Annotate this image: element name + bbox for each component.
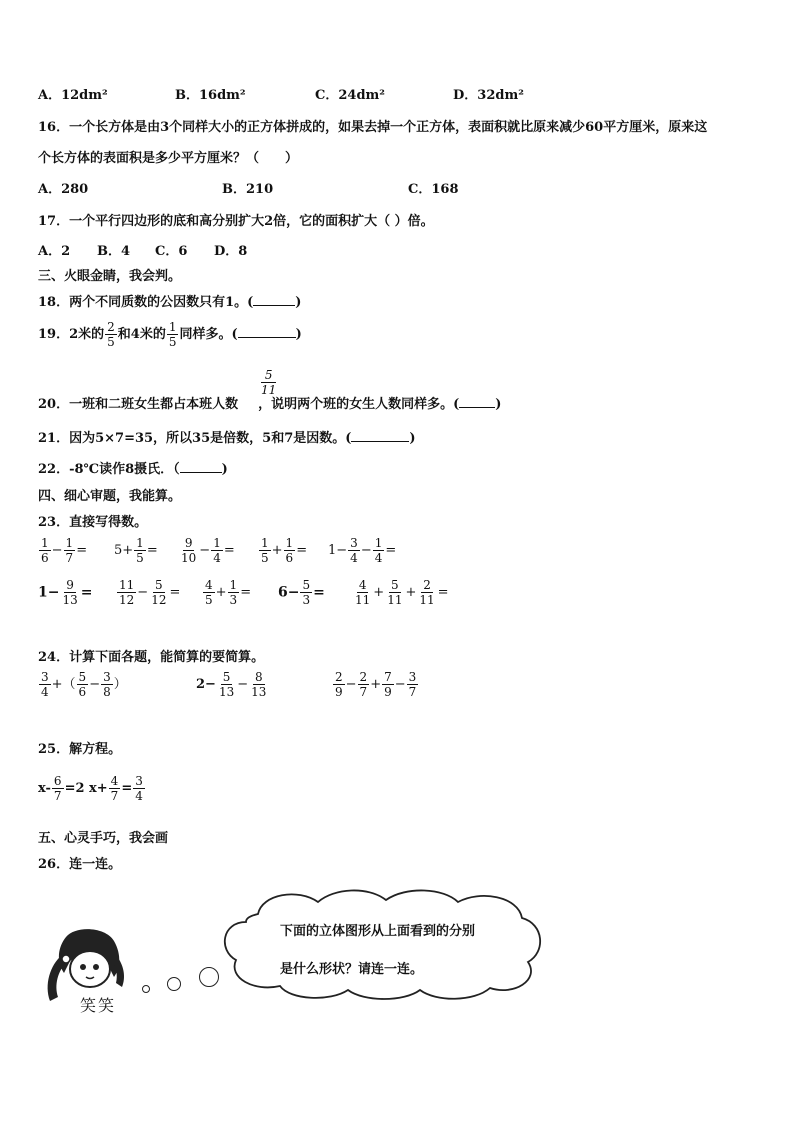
q16-text-line2: 个长方体的表面积是多少平方厘米？（ ） xyxy=(38,151,299,166)
q20-answer-blank[interactable] xyxy=(459,407,495,408)
q23-item-7: $\frac{11}{12}$ − $\frac{5}{12}$ = xyxy=(119,578,181,607)
q23-item-6: 1− $\frac{9}{13}$ = xyxy=(38,578,93,607)
q15-option-a: A．12dm² xyxy=(38,88,108,103)
section5-heading: 五、心灵手巧，我会画 xyxy=(38,831,169,846)
q24-expression-2: 2− $\frac{5}{13}$ − $\frac{8}{13}$ xyxy=(196,670,267,699)
q18-answer-blank[interactable] xyxy=(253,305,295,306)
q19-answer-blank[interactable] xyxy=(238,337,296,338)
thought-bubble-small xyxy=(142,985,150,993)
q19-fraction-1: $\frac{2}{5}$ xyxy=(107,320,115,349)
q20-fraction: 5 11 xyxy=(261,368,277,397)
q17-option-a: A．2 xyxy=(38,244,71,259)
q26-title: 26．连一连。 xyxy=(38,857,122,872)
q23-item-4: $\frac{1}{5}$ + $\frac{1}{6}$ = xyxy=(261,536,308,565)
q20-pre: 20．一班和二班女生都占本班人数 xyxy=(38,397,239,412)
q24-expression-1: $\frac{3}{4}$ +（ $\frac{5}{6}$ − $\frac{3}{8}$ ） xyxy=(41,670,127,699)
section4-heading: 四、细心审题，我能算。 xyxy=(38,489,182,504)
thought-cloud-icon xyxy=(218,886,548,1002)
q23-item-9: 6− $\frac{5}{3}$ = xyxy=(278,578,325,607)
q22: 22．-8℃读作8摄氏．（ ) xyxy=(38,462,228,477)
q15-option-c: C．24dm² xyxy=(315,88,385,103)
q19-fraction-2: $\frac{1}{5}$ xyxy=(168,320,177,349)
q16-option-c: C．168 xyxy=(408,182,459,197)
q25-equation: x- $\frac{6}{7}$ =2 x+ $\frac{4}{7}$ = $\frac{3}{4}$ xyxy=(38,774,143,803)
thought-bubble-medium xyxy=(167,977,181,991)
q19-pre: 19．2米的 xyxy=(38,327,105,342)
q20: 20．一班和二班女生都占本班人数 ，说明两个班的女生人数同样多。( ) xyxy=(38,397,502,412)
q23-item-10: $\frac{4}{11}$ + $\frac{5}{11}$ + $\frac{2}{11}$ = xyxy=(355,578,449,607)
q23-item-8: $\frac{4}{5}$ + $\frac{1}{3}$ = xyxy=(205,578,252,607)
q18-close: ) xyxy=(295,295,302,310)
q24-title: 24．计算下面各题，能简算的要简算。 xyxy=(38,650,265,665)
q17-option-b: B．4 xyxy=(97,244,131,259)
q17-text: 17．一个平行四边形的底和高分别扩大2倍，它的面积扩大（ ）倍。 xyxy=(38,214,434,229)
cloud-text-line2: 是什么形状？请连一连。 xyxy=(280,962,424,977)
section3-heading: 三、火眼金睛，我会判。 xyxy=(38,269,182,284)
q20-post: ，说明两个班的女生人数同样多。( xyxy=(258,397,460,412)
q24-expression-3: $\frac{2}{9}$ − $\frac{2}{7}$ + $\frac{7}{9}$ − $\frac{3}{7}$ xyxy=(335,670,417,699)
q19: 19．2米的 $\frac{2}{5}$ 和4米的 $\frac{1}{5}$ 同样多。( ) xyxy=(38,320,302,349)
q16-option-b: B．210 xyxy=(222,182,274,197)
q23-item-2: 5+ $\frac{1}{5}$ = xyxy=(114,536,158,565)
q16-text-line1: 16．一个长方体是由3个同样大小的正方体拼成的，如果去掉一个正方体，表面积就比原来减少60平方厘米，原来这 xyxy=(38,120,708,135)
q23-item-1: $\frac{1}{6}$ − $\frac{1}{7}$ = xyxy=(41,536,88,565)
q19-post: 同样多。( xyxy=(179,327,238,342)
q17-option-c: C．6 xyxy=(155,244,188,259)
cloud-text-line1: 下面的立体图形从上面看到的分别 xyxy=(280,924,476,939)
q21: 21．因为5×7=35，所以35是倍数，5和7是因数。( ) xyxy=(38,431,416,446)
q19-mid: 和4米的 xyxy=(117,327,166,342)
q15-option-b: B．16dm² xyxy=(175,88,246,103)
q23-title: 23．直接写得数。 xyxy=(38,515,148,530)
q16-option-a: A．280 xyxy=(38,182,89,197)
q18-text: 18．两个不同质数的公因数只有1。( xyxy=(38,295,254,310)
q17-option-d: D．8 xyxy=(214,244,248,259)
q21-text: 21．因为5×7=35，所以35是倍数，5和7是因数。( xyxy=(38,431,352,446)
q22-answer-blank[interactable] xyxy=(180,472,222,473)
q18 xyxy=(38,291,301,310)
q22-text: 22．-8℃读作8摄氏．（ xyxy=(38,462,180,477)
q15-option-d: D．32dm² xyxy=(453,88,524,103)
q23-item-5: 1− $\frac{3}{4}$ − $\frac{1}{4}$ = xyxy=(328,536,397,565)
q21-answer-blank[interactable] xyxy=(351,441,409,442)
q25-title: 25．解方程。 xyxy=(38,742,122,757)
thought-bubble-large xyxy=(199,967,219,987)
character-label: 笑笑 xyxy=(80,996,117,1015)
q23-item-3: $\frac{9}{10}$ − $\frac{1}{4}$ = xyxy=(181,536,235,565)
